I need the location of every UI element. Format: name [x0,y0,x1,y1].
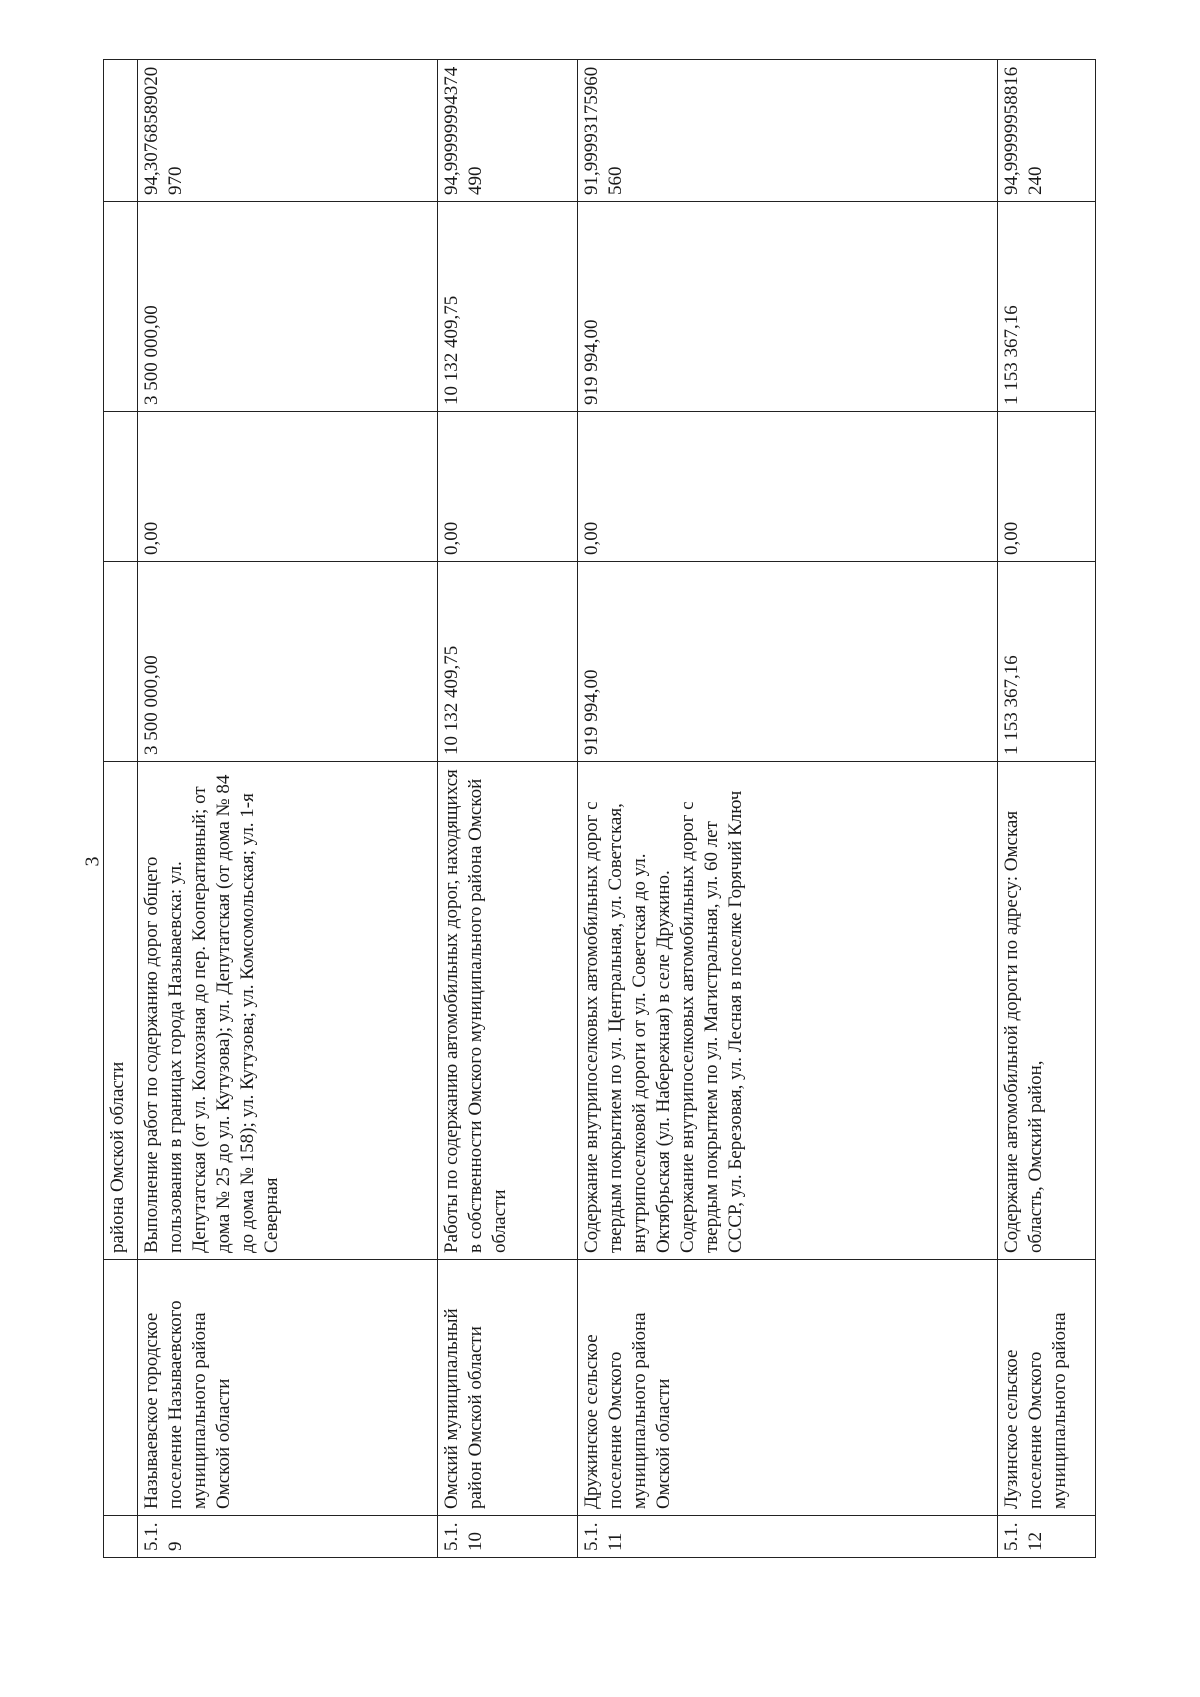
cell-recipient [104,1260,138,1516]
cell-total: 10 132 409,75 [438,562,578,762]
cell-num: 5.1.10 [438,1516,578,1558]
cell-federal [104,412,138,562]
page-number: 3 [81,856,104,867]
cell-recipient: Называевское городское поселение Называевского муниципального района Омской области [138,1260,438,1516]
cell-total: 1 153 367,16 [998,562,1096,762]
cell-federal: 0,00 [438,412,578,562]
cell-regional: 1 153 367,16 [998,202,1096,412]
cell-regional: 919 994,00 [578,202,998,412]
cell-work: Содержание автомобильной дороги по адресу: Омская область, Омский район, [998,762,1096,1260]
cell-num: 5.1.12 [998,1516,1096,1558]
cell-total: 3 500 000,00 [138,562,438,762]
table-row [578,60,998,1558]
cell-total: 919 994,00 [578,562,998,762]
cell-regional: 3 500 000,00 [138,202,438,412]
cell-work: Содержание внутрипоселковых автомобильных дорог с твердым покрытием по ул. Центральная, ул. Советская, внутрипоселковой дороги от ул. Советская до ул. Октябрьская (ул. Набережная) в селе Дружино. Содержание внутрипоселковых автомобильных дорог с твердым покрытием по ул. Магистральная, ул. 60 лет СССР, ул. Березовая, ул. Лесная в поселке Горячий Ключ [578,762,998,1260]
cell-regional [104,202,138,412]
table-row [138,60,438,1558]
cell-work: района Омской области [104,762,138,1260]
cell-percent: 94,99999994374490 [438,60,578,202]
cell-recipient: Лузинское сельское поселение Омского муниципального района [998,1260,1096,1516]
cell-num: 5.1.11 [578,1516,998,1558]
cell-percent [104,60,138,202]
cell-federal: 0,00 [998,412,1096,562]
cell-regional: 10 132 409,75 [438,202,578,412]
cell-num [104,1516,138,1558]
cell-recipient: Дружинское сельское поселение Омского муниципального района Омской области [578,1260,998,1516]
cell-num: 5.1.9 [138,1516,438,1558]
cell-work: Выполнение работ по содержанию дорог общего пользования в границах города Называевска: ул. Депутатская (от ул. Колхозная до пер. Кооперативный; от дома № 25 до ул. Кутузова); ул. Депутатская (от дома № 84 до дома № 158); ул. Кутузова; ул. Комсомольская; ул. 1-я Северная [138,762,438,1260]
cell-work: Работы по содержанию автомобильных дорог, находящихся в собственности Омского муниципального района Омской области [438,762,578,1260]
table-row [438,60,578,1558]
cell-federal: 0,00 [578,412,998,562]
cell-percent: 94,30768589020970 [138,60,438,202]
cell-percent: 91,99993175960560 [578,60,998,202]
cell-total [104,562,138,762]
rotated-table-wrapper [103,60,1095,1558]
subsidy-table [103,59,1096,1558]
table-row-continued [104,60,138,1558]
cell-federal: 0,00 [138,412,438,562]
cell-percent: 94,99999958816240 [998,60,1096,202]
table-row [998,60,1096,1558]
cell-recipient: Омский муниципальный район Омской области [438,1260,578,1516]
